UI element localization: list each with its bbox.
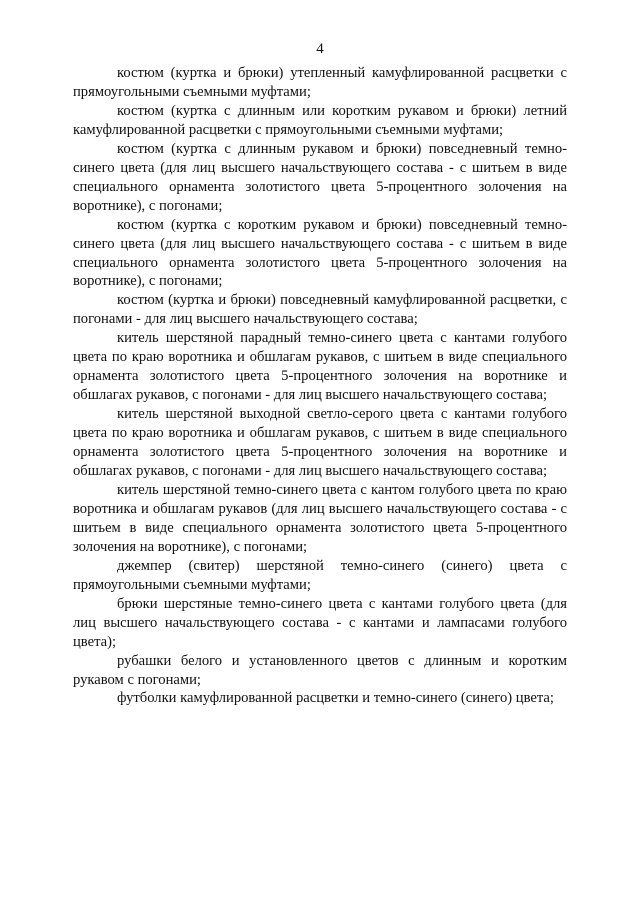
list-item: костюм (куртка с длинным или коротким рукавом и брюки) летний камуфлированной расцветки с прямоугольными съемными муфтами; <box>73 102 567 138</box>
list-item: рубашки белого и установленного цветов с длинным и коротким рукавом с погонами; <box>73 652 567 688</box>
list-item: джемпер (свитер) шерстяной темно-синего (синего) цвета с прямоугольными съемными муфтами; <box>73 557 567 593</box>
list-item: китель шерстяной выходной светло-серого цвета с кантами голубого цвета по краю воротника и обшлагам рукавов, с шитьем в виде специального орнамента золотистого цвета 5-процентного золочения на воротнике и обшлагах рукавов, с погонами - для лиц высшего начальствующего состава; <box>73 406 567 480</box>
list-item: футболки камуфлированной расцветки и темно-синего (синего) цвета; <box>117 690 554 707</box>
list-item: костюм (куртка с длинным рукавом и брюки) повседневный темно-синего цвета (для лиц высшего начальствующего состава - с шитьем в виде специального орнамента золотистого цвета 5-процентного золочения на воротнике), с погонами; <box>73 140 567 214</box>
list-item: китель шерстяной темно-синего цвета с кантом голубого цвета по краю воротника и обшлагам рукавов (для лиц высшего начальствующего состава - с шитьем в виде специального орнамента золотистого цвета 5-процентного золочения на воротнике), с погонами; <box>73 481 567 555</box>
list-item: костюм (куртка с коротким рукавом и брюки) повседневный темно-синего цвета (для лиц высшего начальствующего состава - с шитьем в виде специального орнамента золотистого цвета 5-процентного золочения на воротнике), с погонами; <box>73 216 567 290</box>
document-body <box>73 64 567 708</box>
list-item: костюм (куртка и брюки) утепленный камуфлированной расцветки с прямоугольными съемными муфтами; <box>73 65 567 100</box>
list-item: китель шерстяной парадный темно-синего цвета с кантами голубого цвета по краю воротника и обшлагам рукавов, с шитьем в виде специального орнамента золотистого цвета 5-процентного золочения на воротнике и обшлагах рукавов, с погонами - для лиц высшего начальствующего состава; <box>73 330 567 404</box>
list-item: костюм (куртка и брюки) повседневный камуфлированной расцветки, с погонами - для лиц высшего начальствующего состава; <box>73 292 567 328</box>
page-number: 4 <box>316 41 324 57</box>
list-item: брюки шерстяные темно-синего цвета с кантами голубого цвета (для лиц высшего начальствующего состава - с кантами и лампасами голубого цвета); <box>73 595 567 650</box>
